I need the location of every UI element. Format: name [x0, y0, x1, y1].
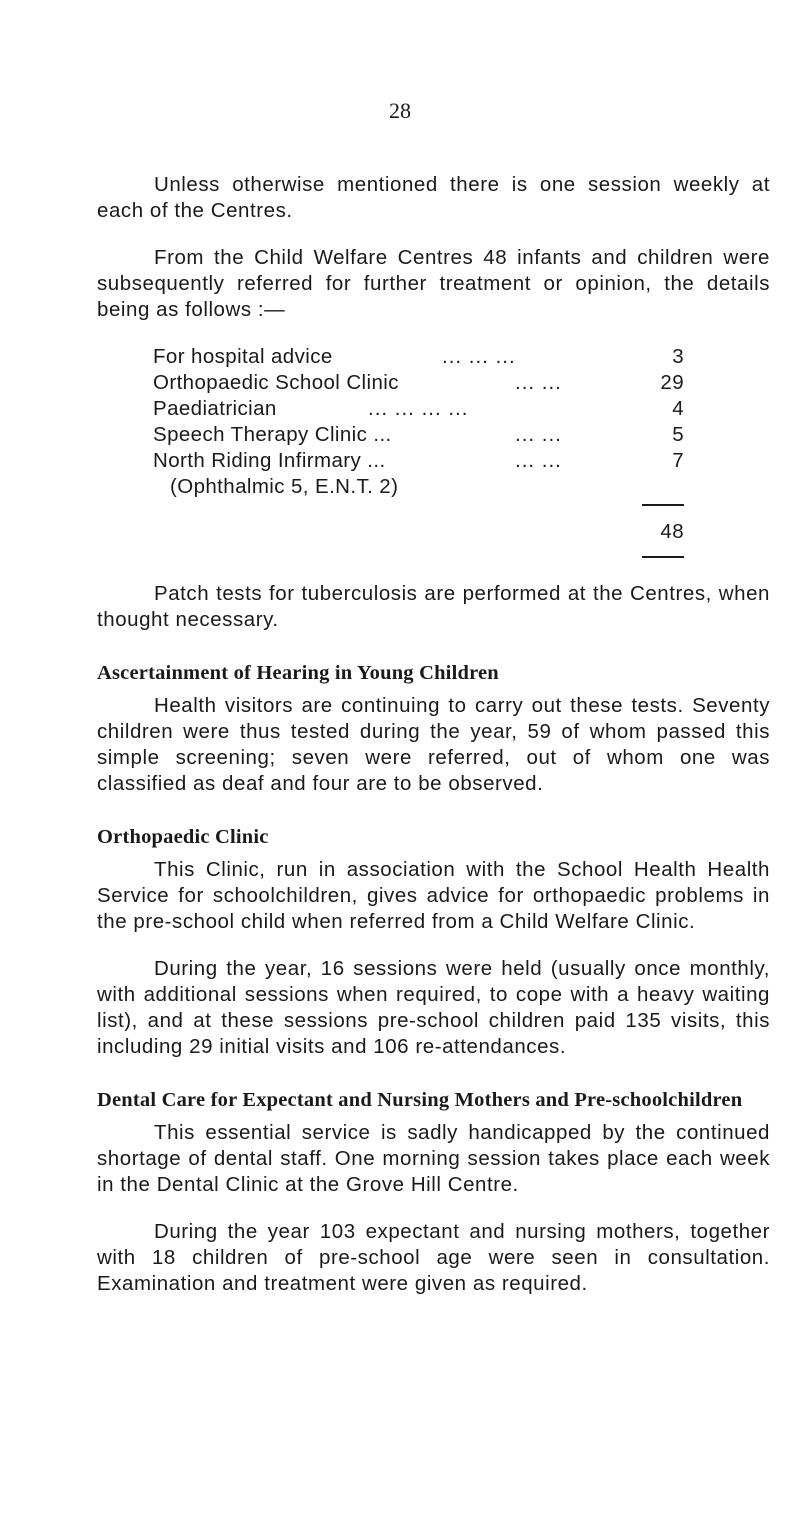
referral-leader-dots: ... ... — [515, 371, 562, 394]
referral-label: North Riding Infirmary ... — [153, 449, 386, 472]
referral-count: 7 — [672, 449, 684, 472]
patch-tests-paragraph: Patch tests for tuberculosis are performed at the Centres, when thought necessary. — [97, 582, 770, 631]
referral-label: For hospital advice — [153, 345, 333, 368]
dental-heading: Dental Care for Expectant and Nursing Mothers and Pre-schoolchildren — [97, 1089, 743, 1111]
referral-count: 29 — [660, 371, 684, 394]
referrals-table — [153, 344, 684, 564]
referral-sub-note: (Ophthalmic 5, E.N.T. 2) — [170, 475, 399, 498]
referral-count: 3 — [672, 345, 684, 368]
referral-label: Speech Therapy Clinic ... — [153, 423, 392, 446]
dental-paragraph-1: This essential service is sadly handicapped by the continued shortage of dental staff. One morning session takes place each week in the Dental Clinic at the Grove Hill Centre. — [97, 1121, 770, 1196]
orthopaedic-heading: Orthopaedic Clinic — [97, 826, 269, 848]
referral-row — [153, 448, 684, 474]
orthopaedic-paragraph-1: This Clinic, run in association with the School Health Health Service for schoolchildren, gives advice for orthopaedic problems in the pre-school child when referred from a Child Welfare Clinic. — [97, 858, 770, 933]
referral-leader-dots: ... ... — [515, 449, 562, 472]
referral-row — [153, 370, 684, 396]
referral-total-row — [153, 500, 684, 564]
hearing-heading: Ascertainment of Hearing in Young Children — [97, 662, 499, 684]
referral-leader-dots: ... ... ... — [442, 345, 516, 368]
intro-paragraph-sessions: Unless otherwise mentioned there is one session weekly at each of the Centres. — [97, 173, 770, 222]
referral-row — [153, 396, 684, 422]
referral-leader-dots: ... ... ... ... — [368, 397, 469, 420]
referral-row — [153, 422, 684, 448]
referral-leader-dots: ... ... — [515, 423, 562, 446]
referral-count: 4 — [672, 397, 684, 420]
referral-total: 48 — [660, 520, 684, 543]
referral-row — [153, 344, 684, 370]
orthopaedic-paragraph-2: During the year, 16 sessions were held (usually once monthly, with additional sessions when required, to cope with a heavy waiting list), and at these sessions pre-school children paid 135 visits, this including 29 initial visits and 106 re-attendances. — [97, 957, 770, 1058]
dental-paragraph-2: During the year 103 expectant and nursing mothers, together with 18 children of pre-school age were seen in consultation. Examination and treatment were given as required. — [97, 1220, 770, 1295]
intro-paragraph-referrals: From the Child Welfare Centres 48 infants and children were subsequently referred for further treatment or opinion, the details being as follows :— — [97, 246, 770, 321]
total-top-rule — [642, 504, 684, 506]
referral-count: 5 — [672, 423, 684, 446]
page-content — [97, 172, 770, 1297]
total-bottom-rule — [642, 556, 684, 558]
page-number: 28 — [389, 98, 411, 123]
referral-sub-row — [153, 474, 684, 500]
referral-label: Orthopaedic School Clinic — [153, 371, 399, 394]
referral-label: Paediatrician — [153, 397, 277, 420]
hearing-paragraph: Health visitors are continuing to carry out these tests. Seventy children were thus tested during the year, 59 of whom passed this simple screening; seven were referred, out of whom one was classified as deaf and four are to be observed. — [97, 694, 770, 795]
